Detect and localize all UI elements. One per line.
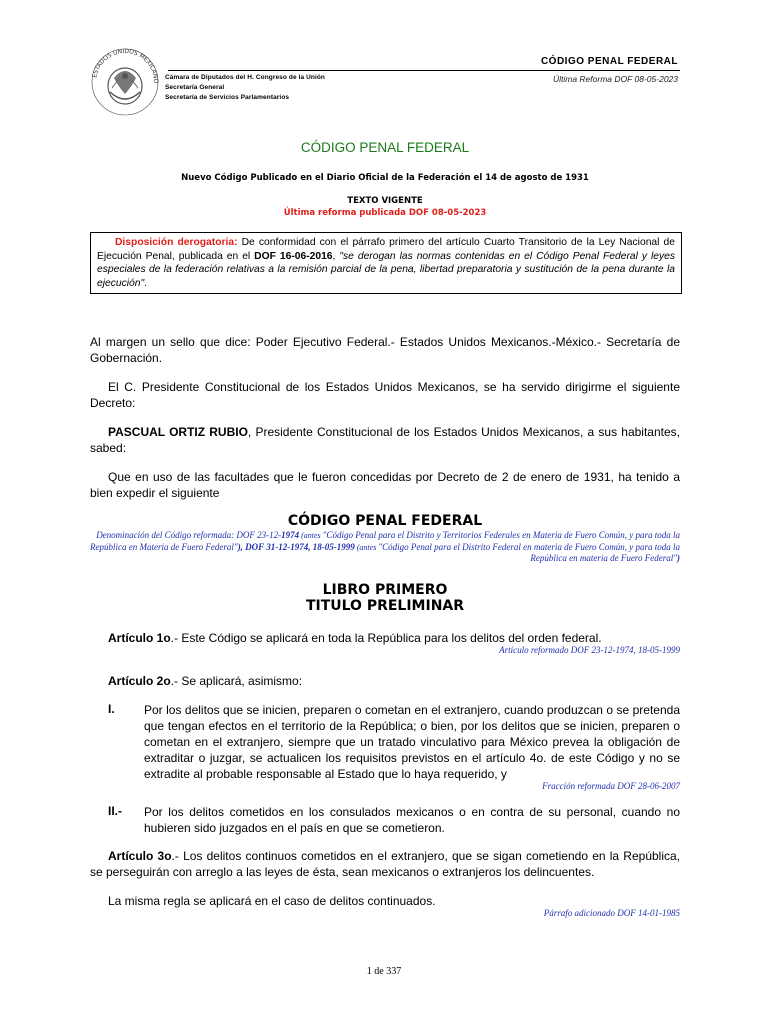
article-2-text: .- Se aplicará, asimismo: [170,674,303,688]
document-title: CÓDIGO PENAL FEDERAL [300,140,470,155]
institution-name: Cámara de Diputados del H. Congreso de la Unión [165,74,326,81]
paragraph-facultades: Que en uso de las facultades que le fueron concedidas por Decreto de 2 de enero de 1931, ha tenido a bien expedir el siguiente [90,470,680,500]
note-year-1974: 1974 [281,530,300,540]
secretaria-general: Secretaría General [165,84,225,91]
publication-line: Nuevo Código Publicado en el Diario Oficial de la Federación el 14 de agosto de 1931 [181,173,589,183]
national-seal-icon [88,42,162,116]
texto-vigente: TEXTO VIGENTE [347,196,423,206]
fraccion-1-number: I. [108,702,115,716]
note-a: Denominación del Código reformada: DOF 23-12- [96,530,282,540]
article-3-paragraph-2: La misma regla se aplicará en el caso de delitos continuados. [108,894,436,908]
article-3 [90,848,680,880]
titulo-preliminar: TITULO PRELIMINAR [305,598,465,614]
secretaria-servicios: Secretaría de Servicios Parlamentarios [165,94,290,101]
seal-text: ESTADOS UNIDOS MEXICANO [91,47,160,84]
note-d: ), DOF 31-12-1974, 18-05- [237,541,337,552]
derogatory-text-1: De conformidad con el párrafo primero del artículo Cuarto Transitorio de la Ley Nacional de Ejecución Penal, publicada en el [97,237,675,262]
header-rule [168,70,680,71]
page-number: 1 de 337 [366,966,402,977]
note-g: ) [677,553,680,563]
fraccion-2-text: Por los delitos cometidos en los consulados mexicanos o en contra de su personal, cuando no hubieren sido juzgados en el país en que se cometieron. [144,805,680,835]
paragraph-presidente: El C. Presidente Constitucional de los Estados Unidos Mexicanos, se ha servido dirigirme el siguiente Decreto: [90,380,680,410]
fraccion-2-number: II.- [108,804,122,818]
article-1-text: .- Este Código se aplicará en toda la República para los delitos del orden federal. [170,631,602,645]
derogatory-text-3: . [144,277,148,289]
header-doc-title: CÓDIGO PENAL FEDERAL [540,56,678,67]
note-f: "Código Penal para el Distrito Federal en materia de Fuero Común, y para toda la República en materia de Fuero Federal" [378,541,680,563]
note-b: (antes [299,531,323,540]
article-3-text: .- Los delitos continuos cometidos en el extranjero, que se sigan cometiendo en la República, se perseguirán con arreglo a las leyes de ésta, sean mexicanos o extranjeros los delincuentes. [90,849,681,879]
article-2 [108,673,680,689]
code-denomination-note [90,530,680,565]
article-1-label: Artículo 1o [108,631,171,645]
fraccion-1-note: Fracción reformada DOF 28-06-2007 [542,781,680,791]
paragraph-sello: Al margen un sello que dice: Poder Ejecutivo Federal.- Estados Unidos Mexicanos.-México.- Secretaría de Gobernación. [90,335,680,365]
derogatory-quote: "se derogan las normas contenidas en el Código Penal Federal y leyes especiales de la federación relativas a la remisión parcial de la pena, libertad preparatoria y sustitución de la pena durante la ejecución" [97,250,675,289]
paragraph-pascual [90,424,680,456]
article-1 [108,630,680,646]
derogatory-label: Disposición derogatoria: [115,237,238,248]
article-3-note: Párrafo adicionado DOF 14-01-1985 [543,908,680,918]
derogatory-text-2: , [332,250,340,262]
ultima-reforma: Última reforma publicada DOF 08-05-2023 [283,208,487,218]
note-year-1999: 1999 [336,541,355,552]
header-last-reform: Última Reforma DOF 08-05-2023 [552,74,678,84]
fraccion-1-text: Por los delitos que se inicien, preparen o cometan en el extranjero, cuando produzcan o se pretenda que tengan efectos en el territorio de la República; o bien, por los delitos que se inicien, preparen o cometan en el extranjero, siempre que un tratado vinculativo para México prevea la obligación de extraditar o juzgar, se actualicen los requisitos previstos en el artículo 4o. de este Código y no se extradite al probable responsable al Estado que lo haya requerido, y [144,703,680,781]
libro-primero: LIBRO PRIMERO [322,582,448,598]
code-heading: CÓDIGO PENAL FEDERAL [287,513,483,529]
article-1-note: Artículo reformado DOF 23-12-1974, 18-05-1999 [499,645,680,655]
president-name: PASCUAL ORTIZ RUBIO [108,425,248,439]
article-3-label: Artículo 3o [108,849,172,863]
article-2-label: Artículo 2o [108,674,171,688]
paragraph-pascual-text: , Presidente Constitucional de los Estados Unidos Mexicanos, a sus habitantes, sabed: [90,425,680,455]
note-c: "Código Penal para el Distrito y Territorios Federales en Materia de Fuero Común, y para toda la República en Materia de Fuero Federal" [90,530,680,552]
derogatory-box [90,232,682,294]
derogatory-dof: DOF 16-06-2016 [254,250,333,262]
note-e: (antes [354,542,379,552]
